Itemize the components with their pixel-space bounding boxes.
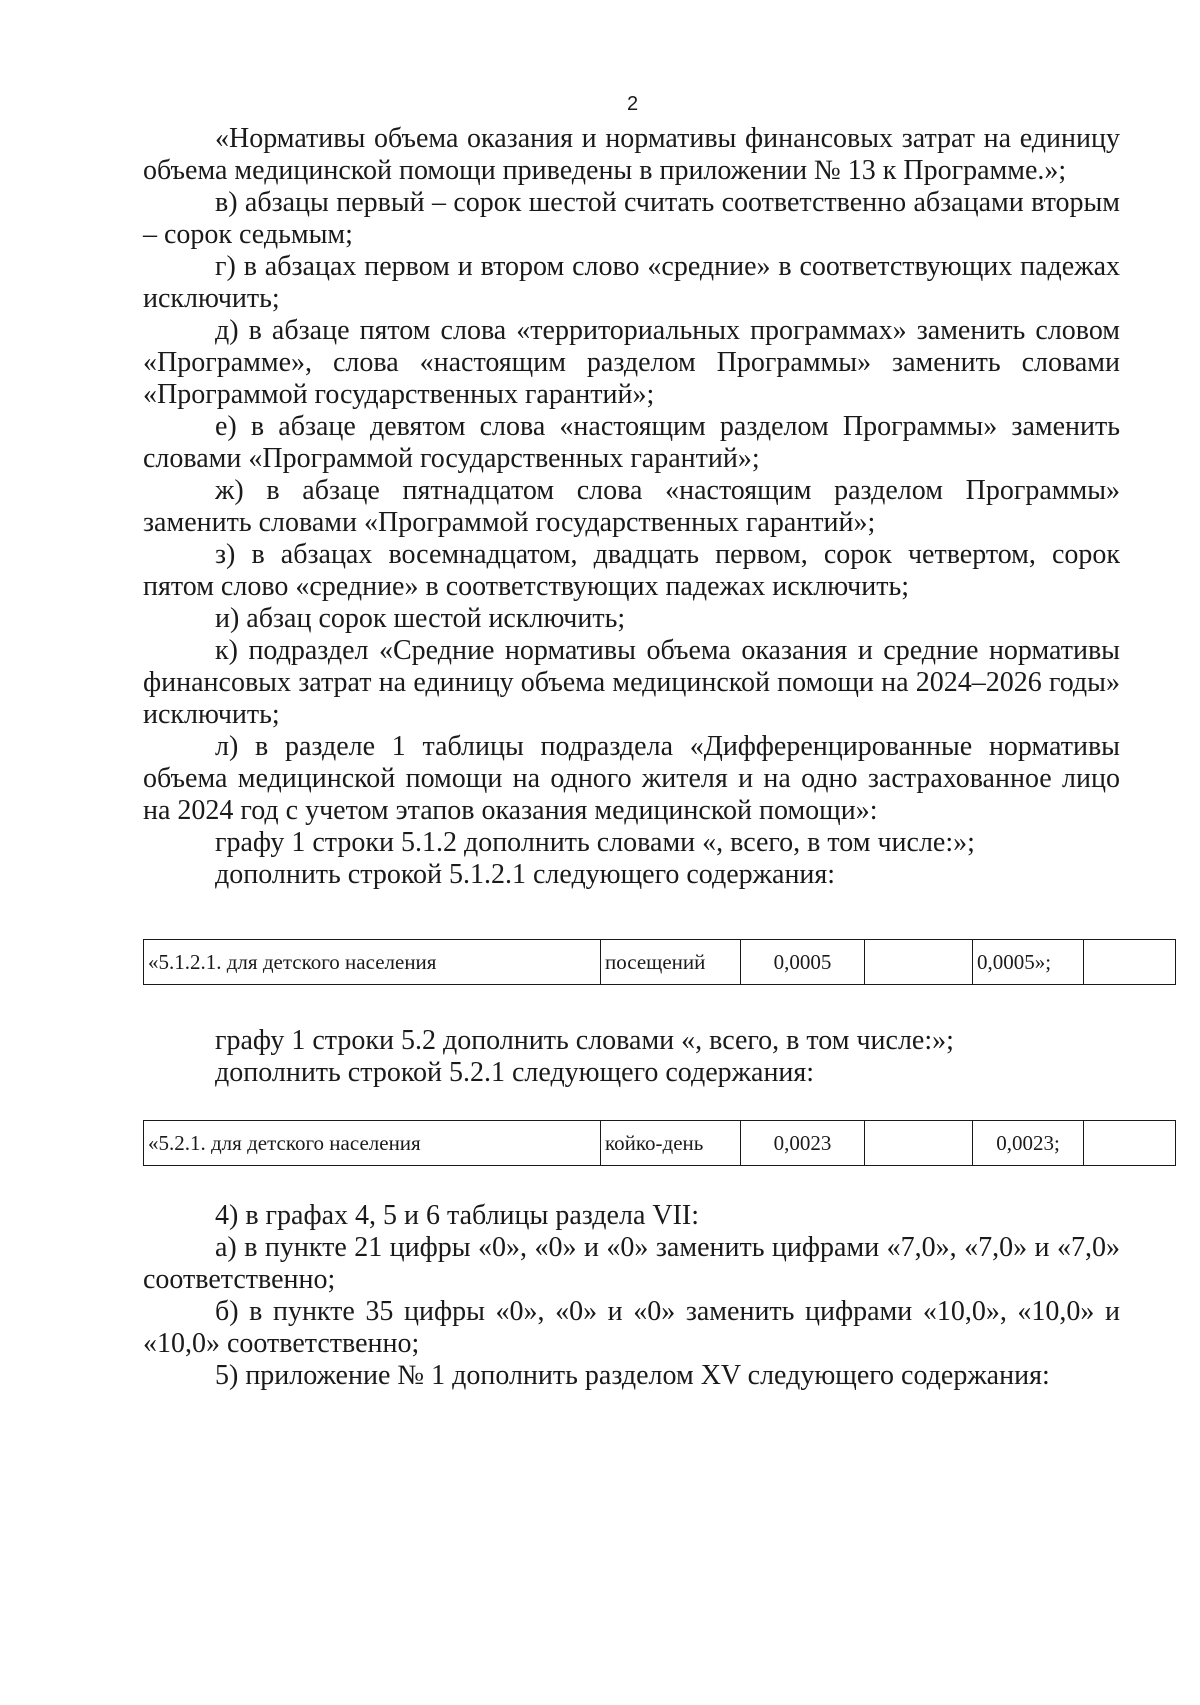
- table-cell-empty: [1084, 940, 1176, 985]
- amendment-text-top: [143, 123, 1120, 891]
- amendment-text-middle: [143, 1025, 1120, 1089]
- table-cell-empty: [865, 940, 973, 985]
- table-cell-value: 0,0005: [741, 940, 865, 985]
- paragraph: б) в пункте 35 цифры «0», «0» и «0» заменить цифрами «10,0», «10,0» и «10,0» соответственно;: [143, 1296, 1120, 1359]
- paragraph: ж) в абзаце пятнадцатом слова «настоящим разделом Программы» заменить словами «Программой государственных гарантий»;: [143, 475, 1120, 538]
- paragraph: в) абзацы первый – сорок шестой считать соответственно абзацами вторым – сорок седьмым;: [143, 187, 1120, 250]
- paragraph: дополнить строкой 5.2.1 следующего содержания:: [215, 1057, 815, 1088]
- paragraph: а) в пункте 21 цифры «0», «0» и «0» заменить цифрами «7,0», «7,0» и «7,0» соответственно;: [143, 1232, 1120, 1295]
- table-cell-row-name: «5.2.1. для детского населения: [144, 1121, 601, 1166]
- table-cell-value: 0,0023;: [973, 1121, 1084, 1166]
- paragraph: г) в абзацах первом и втором слово «средние» в соответствующих падежах исключить;: [143, 251, 1120, 314]
- table-cell-empty: [1084, 1121, 1176, 1166]
- table-cell-unit: койко-день: [601, 1121, 741, 1166]
- paragraph: 4) в графах 4, 5 и 6 таблицы раздела VII:: [215, 1200, 700, 1231]
- table-row: [144, 940, 1176, 985]
- paragraph: и) абзац сорок шестой исключить;: [215, 603, 626, 634]
- paragraph: д) в абзаце пятом слова «территориальных программах» заменить словом «Программе», слова «настоящим разделом Программы» заменить словами «Программой государственных гарантий»;: [143, 315, 1120, 410]
- table-cell-unit: посещений: [601, 940, 741, 985]
- paragraph: л) в разделе 1 таблицы подраздела «Дифференцированные нормативы объема медицинской помощи на одного жителя и на одно застрахованное лицо на 2024 год с учетом этапов оказания медицинской помощи»:: [143, 731, 1120, 826]
- paragraph: дополнить строкой 5.1.2.1 следующего содержания:: [215, 859, 836, 890]
- page-number: 2: [626, 93, 639, 115]
- paragraph: з) в абзацах восемнадцатом, двадцать первом, сорок четвертом, сорок пятом слово «средние» в соответствующих падежах исключить;: [143, 539, 1120, 602]
- paragraph: «Нормативы объема оказания и нормативы финансовых затрат на единицу объема медицинской помощи приведены в приложении № 13 к Программе.»;: [143, 123, 1120, 186]
- paragraph: графу 1 строки 5.1.2 дополнить словами «, всего, в том числе:»;: [215, 827, 975, 858]
- paragraph: 5) приложение № 1 дополнить разделом XV следующего содержания:: [215, 1360, 1050, 1391]
- table-cell-value: 0,0023: [741, 1121, 865, 1166]
- amendment-text-bottom: [143, 1200, 1120, 1392]
- table-row: [144, 1121, 1176, 1166]
- inserted-row-table-5-1-2-1: [143, 939, 1176, 985]
- table-cell-value: 0,0005»;: [973, 940, 1084, 985]
- paragraph: к) подраздел «Средние нормативы объема оказания и средние нормативы финансовых затрат на единицу объема медицинской помощи на 2024–2026 годы» исключить;: [143, 635, 1120, 730]
- paragraph: графу 1 строки 5.2 дополнить словами «, всего, в том числе:»;: [215, 1025, 954, 1056]
- paragraph: е) в абзаце девятом слова «настоящим разделом Программы» заменить словами «Программой государственных гарантий»;: [143, 411, 1120, 474]
- inserted-row-table-5-2-1: [143, 1120, 1176, 1166]
- table-cell-row-name: «5.1.2.1. для детского населения: [144, 940, 601, 985]
- table-cell-empty: [865, 1121, 973, 1166]
